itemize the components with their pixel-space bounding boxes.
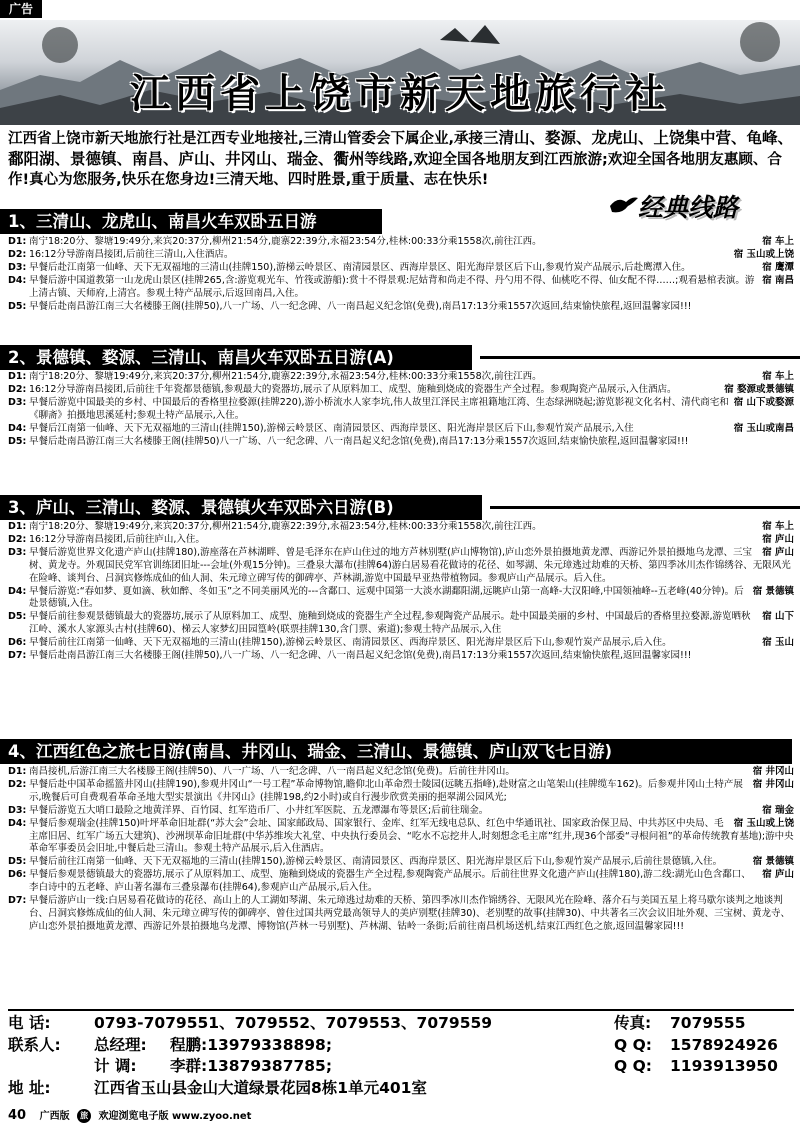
itinerary-day: D3: 宿 鹰潭 早餐后赴江南第一仙峰、天下无双福地的三清山(挂牌150),游梯云岭景区、南清园景区、西海岸景区、阳光海岸景区后下山,参观竹炭产品展示,后赴鹰潭入住。 <box>8 261 794 273</box>
itinerary-day: D7: 早餐后赴南昌游江南三大名楼滕王阁(挂牌50),八一广场、八一纪念碑、八一南昌起义纪念馆(免费),南昌17:13分乘1557次返回,结束愉快旅程,返回温馨家园!!! <box>8 650 692 662</box>
route-itinerary-4 <box>8 766 794 934</box>
contact-row-phone <box>8 1013 794 1035</box>
website-link[interactable]: www.zyoo.net <box>172 1111 252 1122</box>
fax-number: 7079555 <box>670 1014 746 1032</box>
route-header-2 <box>0 345 800 370</box>
itinerary-day: D3: 宿 瑞金 早餐后游览五大哨口最险之地黄洋界、百竹园、红军造币厂、小井红军医院、五龙潭瀑布等景区;后前往瑞金。 <box>8 804 794 816</box>
phone-numbers: 0793-7079551、7079552、7079553、7079559 <box>94 1014 493 1032</box>
itinerary-day: D5: 早餐后赴南昌游江南三大名楼滕王阁(挂牌50)八一广场、八一纪念碑、八一南昌起义纪念馆(免费),南昌17:13分乘1557次返回,结束愉快旅程,返回温馨家园!!! <box>8 435 689 447</box>
intro-text-2: 等线路,欢迎全国各地朋友到江西旅游;欢迎全国各地朋友惠顾、合作!真心为您服务,快乐在您身边!三清天地、四时胜景,重于质量、志在快乐! <box>8 152 782 188</box>
welcome-text: 欢迎浏览电子版 <box>98 1111 169 1122</box>
contact-row-manager <box>8 1035 794 1057</box>
qq-number-2: 1193913950 <box>670 1057 778 1075</box>
qq-number-1: 1578924926 <box>670 1035 778 1054</box>
itinerary-day: D6: 宿 玉山 早餐后前往江南第一仙峰、天下无双福地的三清山(挂牌150),游梯云岭景区、南清园景区、西海岸景区、阳光海岸景区后下山,参观竹炭产品展示,后入住。 <box>8 637 794 649</box>
contact-row-planner <box>8 1056 794 1078</box>
divider <box>490 506 800 509</box>
contact-info <box>8 1009 794 1099</box>
fax-label: 传真: <box>614 1014 652 1032</box>
route-title-3: 3、庐山、三清山、婺源、景德镇火车双卧六日游(B) <box>0 495 482 520</box>
address-label: 地 址: <box>8 1078 51 1097</box>
itinerary-day: D1: 宿 车上 南宁18:20分、黎塘19:49分,来宾20:37分,柳州21:54分,鹿寨22:39分,永福23:54分,桂林:00:33分乘1558次,前往江西。 <box>8 371 794 382</box>
divider <box>480 356 800 359</box>
banner <box>0 20 800 125</box>
itinerary-day: D6: 宿 庐山 早餐后参观景德镇最大的瓷器坊,展示了从原料加工、成型、施釉到烧成的瓷器生产全过程,参观陶瓷产品展示。后前往世界文化遗产庐山(挂牌180),游二线:湖光山色含鄱口、李白诗中的五老峰、庐山著名瀑布三叠泉瀑布(挂牌64),参观庐山产品展示,后入住。 <box>8 869 794 894</box>
route-header-1 <box>0 209 800 234</box>
address: 江西省玉山县金山大道绿景花园8栋1单元401室 <box>94 1078 427 1097</box>
route-itinerary-3 <box>8 521 794 663</box>
intro-destinations: 三清山、婺源、龙虎山、上饶集中营、龟峰、鄱阳湖、景德镇、南昌、庐山、井冈山、瑞金、衢州 <box>8 129 794 168</box>
planner: 李群:13879387785; <box>170 1057 333 1075</box>
general-manager-label: 总经理: <box>94 1035 147 1054</box>
itinerary-day: D7: 早餐后游庐山一线:白居易看花做诗的花径、高山上的人工湖如琴湖、朱元璋逃过劫难的天桥、第四季冰川杰作锦绣谷、无限风光在险峰、落介石与美国五星上将马歇尔谈判之地谈判台、吕洞宾修炼成仙的仙人洞、朱元璋立碑写传的御碑亭、曾住过国共两党最高领导人的美庐别墅(挂牌30)、老别墅的故事(挂牌30)、中共著名三次会议旧址外观、三宝树、黄龙寺、庐山恋外景拍摄地黄龙潭、西游记外景拍摄地乌龙潭、博物馆(芦林一号别墅)、芦林湖、钴岭一条街;后前往南昌机场送机,结束江西红色之旅,返回温馨家园!!! <box>8 895 791 932</box>
itinerary-day: D1: 宿 车上 南宁18:20分、黎塘19:49分,来宾20:37分,柳州21:54分,鹿寨22:39分,永福23:54分,桂林:00:33分乘1558次,前往江西。 <box>8 521 794 532</box>
qq-label-2: Q Q: <box>614 1057 652 1075</box>
route-title-4: 4、江西红色之旅七日游(南昌、井冈山、瑞金、三清山、景德镇、庐山双飞七日游) <box>0 739 792 764</box>
itinerary-day: D5: 宿 山下 早餐后前往参观景德镇最大的瓷器坊,展示了从原料加工、成型、施釉到烧成的瓷器生产全过程,参观陶瓷产品展示。赴中国最美丽的乡村、中国最后的香格里拉婺源,游览晒秋江岭、溪水人家源头古村(挂牌60)、梯云人家梦幻田园篁岭(联票挂牌130,含门票、索道);参观土特产品展示,入住 <box>8 611 794 636</box>
contact-label: 联系人: <box>8 1035 61 1054</box>
phone-label: 电 话: <box>8 1014 51 1032</box>
route-itinerary-1 <box>8 236 794 313</box>
itinerary-day: D4: 宿 景德镇 早餐后游览:“春如梦、夏如滴、秋如醉、冬如玉”之不同美丽风光的---含鄱口、远观中国第一大淡水湖鄱阳湖,远眺庐山第一高峰-大汉阳峰,中国领袖峰--五老峰(40分钟)。后赴景德镇,入住。 <box>8 585 794 610</box>
ad-tag: 广告 <box>0 0 42 18</box>
itinerary-day: D4: 宿 南昌 早餐后游中国道教第一山龙虎山景区(挂牌265,含:游览观光车、竹筏或游船):赏十不得景观:尼姑背和尚走不得、丹勺用不得、仙桃吃不得、仙女配不得……;观看悬棺表演。游上清古镇、天师府,上清宫。参观土特产品展示,后返回南昌,入住。 <box>8 274 794 299</box>
route-header-3 <box>0 495 800 520</box>
qq-label-1: Q Q: <box>614 1035 652 1054</box>
page-footer <box>8 1106 794 1126</box>
page-number: 40 <box>8 1108 27 1123</box>
itinerary-day: D5: 早餐后赴南昌游江南三大名楼滕王阁(挂牌50),八一广场、八一纪念碑、八一南昌起义纪念馆(免费),南昌17:13分乘1557次返回,结束愉快旅程,返回温馨家园!!! <box>8 300 692 312</box>
brand-logo-icon: 旅 <box>77 1109 91 1123</box>
route-itinerary-2 <box>8 371 794 448</box>
itinerary-day: D2: 宿 玉山或上饶 16:12分导游南昌接团,后前往三清山,入住酒店。 <box>8 248 794 260</box>
itinerary-day: D2: 宿 婺源或景德镇 16:12分导游南昌接团,后前往千年瓷都景德镇,参观最大的瓷器坊,展示了从原料加工、成型、施釉到烧成的瓷器生产全过程。参观陶瓷产品展示,入住酒店。 <box>8 383 794 395</box>
itinerary-day: D3: 宿 山下或婺源 早餐后游览中国最美的乡村、中国最后的香格里拉婺源(挂牌220),游小桥流水人家李坑,伟人故里江泽民主席祖籍地江湾、生态绿洲晓起;游览影视文化名村、清代商宅和《聊斋》拍摄地思溪延村;参观土特产品展示,入住。 <box>8 396 794 421</box>
general-manager: 程鹏:13979338898; <box>170 1035 333 1054</box>
itinerary-day: D2: 宿 庐山 16:12分导游南昌接团,后前往庐山,入住。 <box>8 533 794 545</box>
itinerary-day: D1: 宿 井冈山 南昌接机,后游江南三大名楼滕王阁(挂牌50)、八一广场、八一纪念碑、八一南昌起义纪念馆(免费)。后前往井冈山。 <box>8 766 794 777</box>
route-title-2: 2、景德镇、婺源、三清山、南昌火车双卧五日游(A) <box>0 345 472 370</box>
intro-paragraph <box>8 128 794 190</box>
route-title-1: 1、三清山、龙虎山、南昌火车双卧五日游 <box>0 209 382 234</box>
planner-label: 计 调: <box>94 1057 137 1075</box>
edition-label: 广西版 <box>39 1111 70 1122</box>
itinerary-day: D3: 宿 庐山 早餐后游览世界文化遗产庐山(挂牌180),游座落在芦林湖畔、曾是毛泽东在庐山住过的地方芦林别墅(庐山博物馆),庐山恋外景拍摄地黄龙潭、西游记外景拍摄地乌龙潭、三宝树、黄龙寺。外观国民党军官训练团旧址---会址(外观15分钟)。三叠泉大瀑布(挂牌64)游白居易看花做诗的花径、如琴湖、朱元璋逃过劫难的天桥、第四季冰川杰作锦绣谷、无限风光在险峰、谈判台、吕洞宾修炼成仙的仙人洞、朱元璋立碑写传的御碑亭、芦林湖,游览中国最早亚热带植物园。参观庐山产品展示。后入住。 <box>8 546 794 584</box>
itinerary-day: D2: 宿 井冈山 早餐后赴中国革命摇篮井冈山(挂牌190),参观井冈山“一号工程”革命博物馆,瞻仰北山革命烈士陵园(远眺五指峰),赴财富之山笔架山(挂牌缆车162)。后参观井冈山土特产展示,晚餐后可自费观看革命圣地大型实景演出《井冈山》(挂牌198,约2小时)或自行漫步欣赏美丽的挹翠湖公园风光; <box>8 778 794 803</box>
classic-routes-text: 经典线路 <box>638 193 739 222</box>
itinerary-day: D1: 宿 车上 南宁18:20分、黎塘19:49分,来宾20:37分,柳州21:54分,鹿寨22:39分,永福23:54分,桂林:00:33分乘1558次,前往江西。 <box>8 236 794 247</box>
itinerary-day: D5: 宿 景德镇 早餐后前往江南第一仙峰、天下无双福地的三清山(挂牌150),游梯云岭景区、南清园景区、西海岸景区、阳光海岸景区后下山,参观竹炭产品展示,后前往景德镇,入住。 <box>8 856 794 868</box>
contact-row-address <box>8 1078 794 1100</box>
intro-text-1: 江西省上饶市新天地旅行社是江西专业地接社,三清山管委会下属企业,承接 <box>8 131 484 147</box>
banner-title: 江西省上饶市新天地旅行社 <box>130 70 670 117</box>
itinerary-day: D4: 宿 玉山或上饶 早餐后参观瑞金(挂牌150)叶坪革命旧址群(“苏大会”会址、国家邮政局、国家银行、金库、红军无线电总队、红色中华通讯社、国家政治保卫局、中共苏区中央局、毛主席旧居、红军广场五大建筑)、沙洲坝革命旧址群(中华苏维埃大礼堂、中央执行委员会、“吃水不忘挖井人,时刻想念毛主席”红井,现36个部委“寻根问祖”的革命传统教育基地);游中央革命军事委员会旧址,中餐后赴三清山。参观土特产品展示,后入住酒店。 <box>8 817 794 855</box>
route-header-4 <box>0 739 800 764</box>
itinerary-day: D4: 宿 玉山或南昌 早餐后江南第一仙峰、天下无双福地的三清山(挂牌150),游梯云岭景区、南清园景区、西海岸景区、阳光海岸景区后下山,参观竹炭产品展示,入住 <box>8 422 794 434</box>
